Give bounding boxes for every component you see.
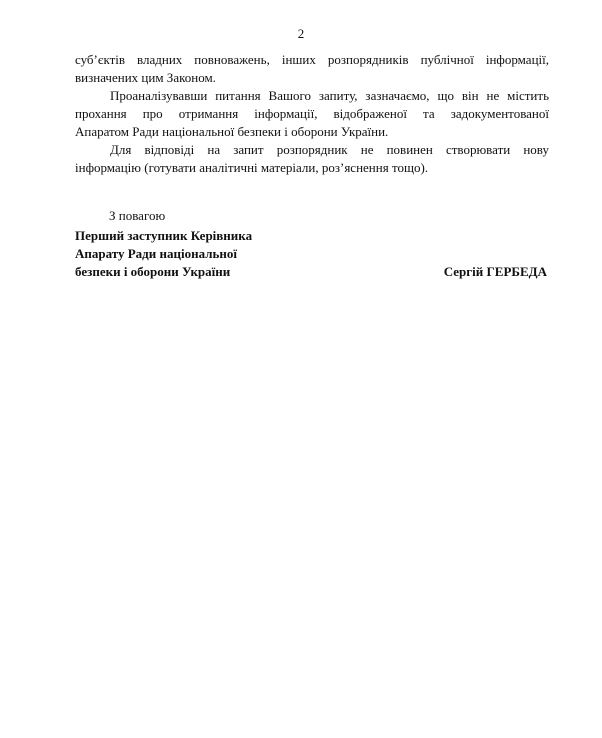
letter-body: [75, 51, 549, 177]
paragraph-3-line-1: Для відповіді на запит розпорядник не повинен створювати нову: [110, 142, 549, 157]
paragraph-1-line-2: визначених цим Законом.: [75, 70, 216, 85]
closing-phrase: З повагою: [109, 208, 166, 223]
paragraph-1-line-1: суб’єктів владних повноважень, інших розпорядників публічної інформації,: [75, 52, 549, 67]
signer-title-line-2: Апарату Ради національної: [75, 246, 237, 261]
paragraph-2: [75, 87, 549, 141]
paragraph-1: [75, 51, 549, 87]
signer-title-line-1: Перший заступник Керівника: [75, 228, 253, 243]
paragraph-3-line-2: інформацію (готувати аналітичні матеріали, роз’яснення тощо).: [75, 160, 429, 175]
signer-name: Сергій ГЕРБЕДА: [443, 264, 547, 279]
paragraph-2-line-1: Проаналізувавши питання Вашого запиту, зазначаємо, що він не містить: [110, 88, 549, 103]
signature-block: [75, 227, 549, 281]
paragraph-2-line-3: Апаратом Ради національної безпеки і оборони України.: [75, 124, 389, 139]
signer-title-line-3-row: [75, 263, 549, 281]
signer-title-line-3: безпеки і оборони України: [75, 264, 231, 279]
paragraph-3: [75, 141, 549, 177]
paragraph-2-line-2: прохання про отримання інформації, відображеної та задокументованої: [75, 106, 549, 121]
page-number: 2: [297, 26, 305, 41]
